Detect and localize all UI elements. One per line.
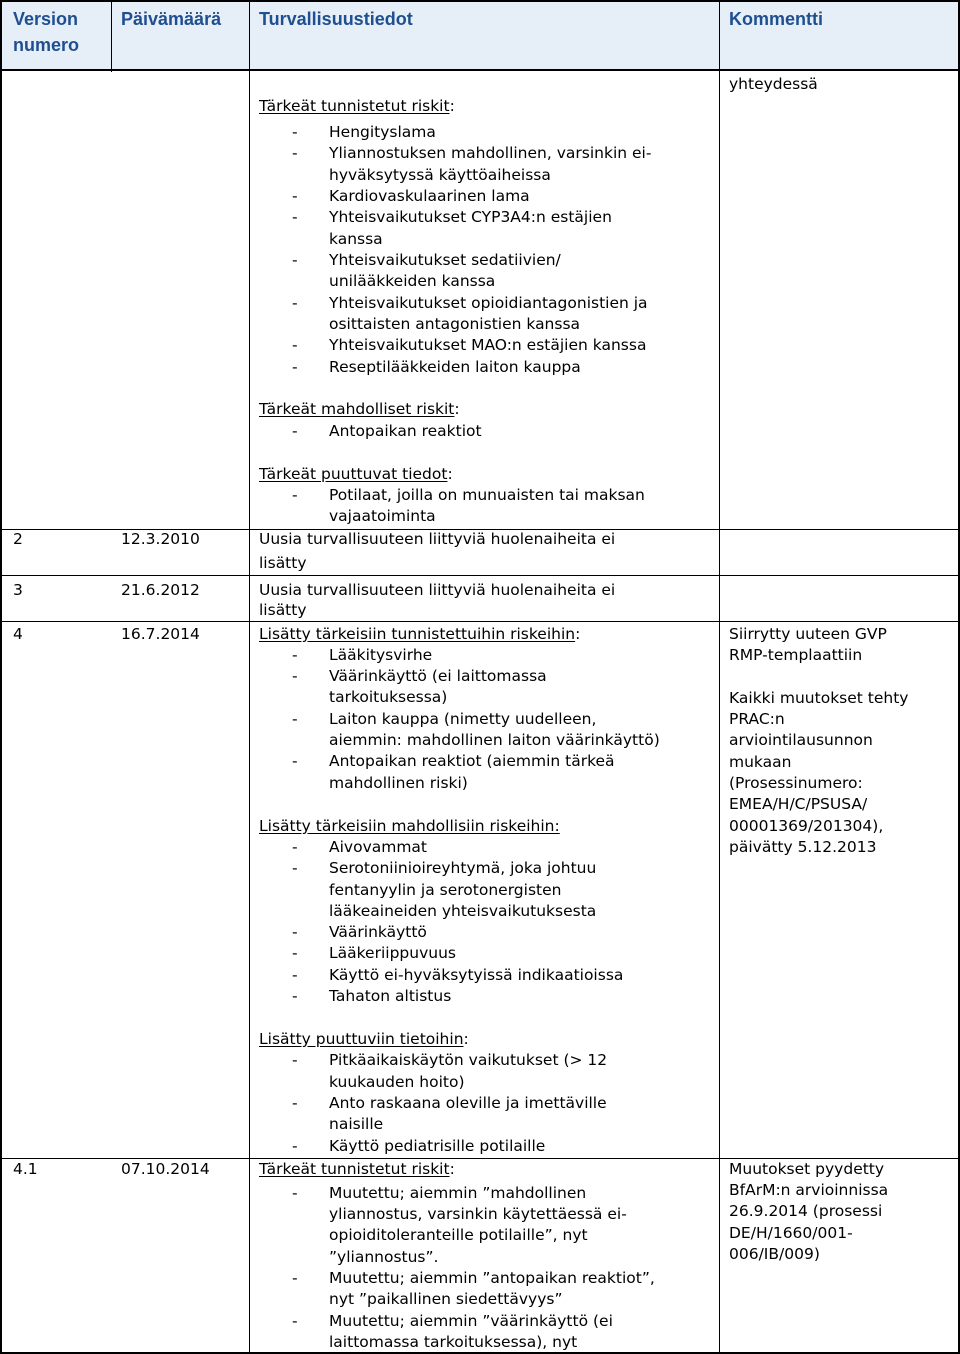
list-item: Käyttö ei-hyväksytyissä indikaatioissa (329, 966, 624, 984)
list-item: Yliannostuksen mahdollinen, varsinkin ei- (329, 144, 652, 162)
list-item: opioiditoleranteille potilaille”, nyt (329, 1226, 588, 1244)
row5-version: 4.1 (13, 1160, 38, 1178)
list-item: - (292, 422, 298, 440)
row2-version: 2 (13, 530, 23, 548)
list-item: - (292, 251, 298, 269)
list-item: Yhteisvaikutukset opioidiantagonistien ja (329, 294, 648, 312)
list-item: Tahaton altistus (329, 987, 452, 1005)
list-item: Yhteisvaikutukset CYP3A4:n estäjien (329, 208, 612, 226)
row4-comment-line: Kaikki muutokset tehty (729, 689, 909, 707)
list-item: Antopaikan reaktiot (329, 422, 482, 440)
header-version: Version numero (13, 9, 80, 55)
row3-date: 21.6.2012 (121, 581, 200, 599)
column-divider-3 (249, 0, 250, 1354)
row2-date: 12.3.2010 (121, 530, 200, 548)
list-item: unilääkkeiden kanssa (329, 272, 496, 290)
list-item: Lääkeriippuvuus (329, 944, 456, 962)
row3-text-line1: Uusia turvallisuuteen liittyviä huolenaiheita ei (259, 581, 616, 599)
list-item: - (292, 123, 298, 141)
row4-comment-line: 00001369/201304), (729, 817, 884, 835)
list-item: - (292, 859, 298, 877)
list-item: - (292, 486, 298, 504)
list-item: fentanyylin ja serotonergisten (329, 881, 562, 899)
row5-date: 07.10.2014 (121, 1160, 210, 1178)
list-item: Muutettu; aiemmin ”antopaikan reaktiot”, (329, 1269, 655, 1287)
list-item: - (292, 358, 298, 376)
list-item: - (292, 1312, 298, 1330)
row5-identified-title: Tärkeät tunnistetut riskit: (259, 1160, 455, 1178)
list-item: Pitkäaikaiskäytön vaikutukset (> 12 (329, 1051, 608, 1069)
row5-comment-line: 006/IB/009) (729, 1245, 820, 1263)
list-item: - (292, 752, 298, 770)
header-bottom-border (0, 69, 960, 71)
list-item: - (292, 966, 298, 984)
row3-version: 3 (13, 581, 23, 599)
list-item: - (292, 667, 298, 685)
list-item: - (292, 646, 298, 664)
row4-identified-title: Lisätty tärkeisiin tunnistettuihin riskeihin: (259, 625, 581, 643)
list-item: Aivovammat (329, 838, 428, 856)
list-item: lääkeaineiden yhteisvaikutuksesta (329, 902, 597, 920)
list-item: Antopaikan reaktiot (aiemmin tärkeä (329, 752, 615, 770)
list-item: mahdollinen riski) (329, 774, 468, 792)
list-item: - (292, 187, 298, 205)
row5-comment-line: DE/H/1660/001- (729, 1224, 853, 1242)
list-item: - (292, 944, 298, 962)
row5-comment-line: Muutokset pyydetty (729, 1160, 885, 1178)
row1-comment: yhteydessä (729, 75, 818, 93)
list-item: - (292, 987, 298, 1005)
row4-potential-title: Lisätty tärkeisiin mahdollisiin riskeihin: (259, 817, 560, 835)
list-item: - (292, 1051, 298, 1069)
list-item: Potilaat, joilla on munuaisten tai maksan (329, 486, 645, 504)
list-item: Kardiovaskulaarinen lama (329, 187, 530, 205)
list-item: yliannostus, varsinkin käytettäessä ei- (329, 1205, 627, 1223)
row3-text-line2: lisätty (259, 601, 307, 619)
row4-version: 4 (13, 625, 23, 643)
table-border-left (0, 0, 2, 1354)
row4-comment-line: PRAC:n (729, 710, 785, 728)
row-divider-4 (0, 621, 960, 622)
row5-comment-line: BfArM:n arvioinnissa (729, 1181, 889, 1199)
list-item: - (292, 336, 298, 354)
row4-comment-line: (Prosessinumero: (729, 774, 863, 792)
row4-comment-line: RMP-templaattiin (729, 646, 863, 664)
list-item: Väärinkäyttö (329, 923, 427, 941)
row1-potential-title: Tärkeät mahdolliset riskit: (259, 400, 460, 418)
list-item: - (292, 1094, 298, 1112)
list-item: - (292, 1269, 298, 1287)
header-comment: Kommentti (729, 9, 823, 29)
list-item: laittomassa tarkoituksessa), nyt (329, 1333, 578, 1351)
row2-text-line1: Uusia turvallisuuteen liittyviä huolenaiheita ei (259, 530, 616, 548)
list-item: - (292, 923, 298, 941)
list-item: Yhteisvaikutukset sedatiivien/ (329, 251, 561, 269)
list-item: - (292, 144, 298, 162)
row4-date: 16.7.2014 (121, 625, 200, 643)
column-divider-2 (111, 0, 112, 72)
list-item: hyväksytyssä käyttöaiheissa (329, 166, 551, 184)
list-item: Hengityslama (329, 123, 436, 141)
list-item: Muutettu; aiemmin ”mahdollinen (329, 1184, 587, 1202)
row4-comment-line: Siirrytty uuteen GVP (729, 625, 887, 643)
column-divider-4 (719, 0, 720, 1354)
list-item: - (292, 208, 298, 226)
list-item: naisille (329, 1115, 384, 1133)
list-item: aiemmin: mahdollinen laiton väärinkäyttö) (329, 731, 660, 749)
list-item: Väärinkäyttö (ei laittomassa (329, 667, 547, 685)
row4-missing-title: Lisätty puuttuviin tietoihin: (259, 1030, 469, 1048)
list-item: Muutettu; aiemmin ”väärinkäyttö (ei (329, 1312, 613, 1330)
list-item: - (292, 1137, 298, 1155)
row1-missing-title: Tärkeät puuttuvat tiedot: (259, 465, 453, 483)
row2-text-line2: lisätty (259, 554, 307, 572)
list-item: - (292, 294, 298, 312)
list-item: osittaisten antagonistien kanssa (329, 315, 581, 333)
list-item: Yhteisvaikutukset MAO:n estäjien kanssa (329, 336, 647, 354)
list-item: Lääkitysvirhe (329, 646, 433, 664)
row1-identified-title: Tärkeät tunnistetut riskit: (259, 97, 455, 115)
row4-comment-line: arviointilausunnon (729, 731, 873, 749)
list-item: Reseptilääkkeiden laiton kauppa (329, 358, 581, 376)
row4-comment-line: mukaan (729, 753, 792, 771)
list-item: tarkoituksessa) (329, 688, 448, 706)
list-item: Serotoniinioireyhtymä, joka johtuu (329, 859, 597, 877)
row-divider-3 (0, 575, 960, 576)
list-item: nyt ”paikallinen siedettävyys” (329, 1290, 563, 1308)
list-item: kuukauden hoito) (329, 1073, 465, 1091)
list-item: Laiton kauppa (nimetty uudelleen, (329, 710, 597, 728)
list-item: - (292, 838, 298, 856)
header-safety: Turvallisuustiedot (259, 9, 413, 29)
list-item: - (292, 710, 298, 728)
list-item: Anto raskaana oleville ja imettäville (329, 1094, 607, 1112)
row5-comment-line: 26.9.2014 (prosessi (729, 1202, 883, 1220)
list-item: vajaatoiminta (329, 507, 436, 525)
header-date: Päivämäärä (121, 9, 222, 29)
list-item: ”yliannostus”. (329, 1248, 439, 1266)
row4-comment-line: päivätty 5.12.2013 (729, 838, 877, 856)
list-item: - (292, 1184, 298, 1202)
list-item: Käyttö pediatrisille potilaille (329, 1137, 546, 1155)
row4-comment-line: EMEA/H/C/PSUSA/ (729, 795, 868, 813)
table-border-top (0, 0, 960, 2)
list-item: kanssa (329, 230, 383, 248)
